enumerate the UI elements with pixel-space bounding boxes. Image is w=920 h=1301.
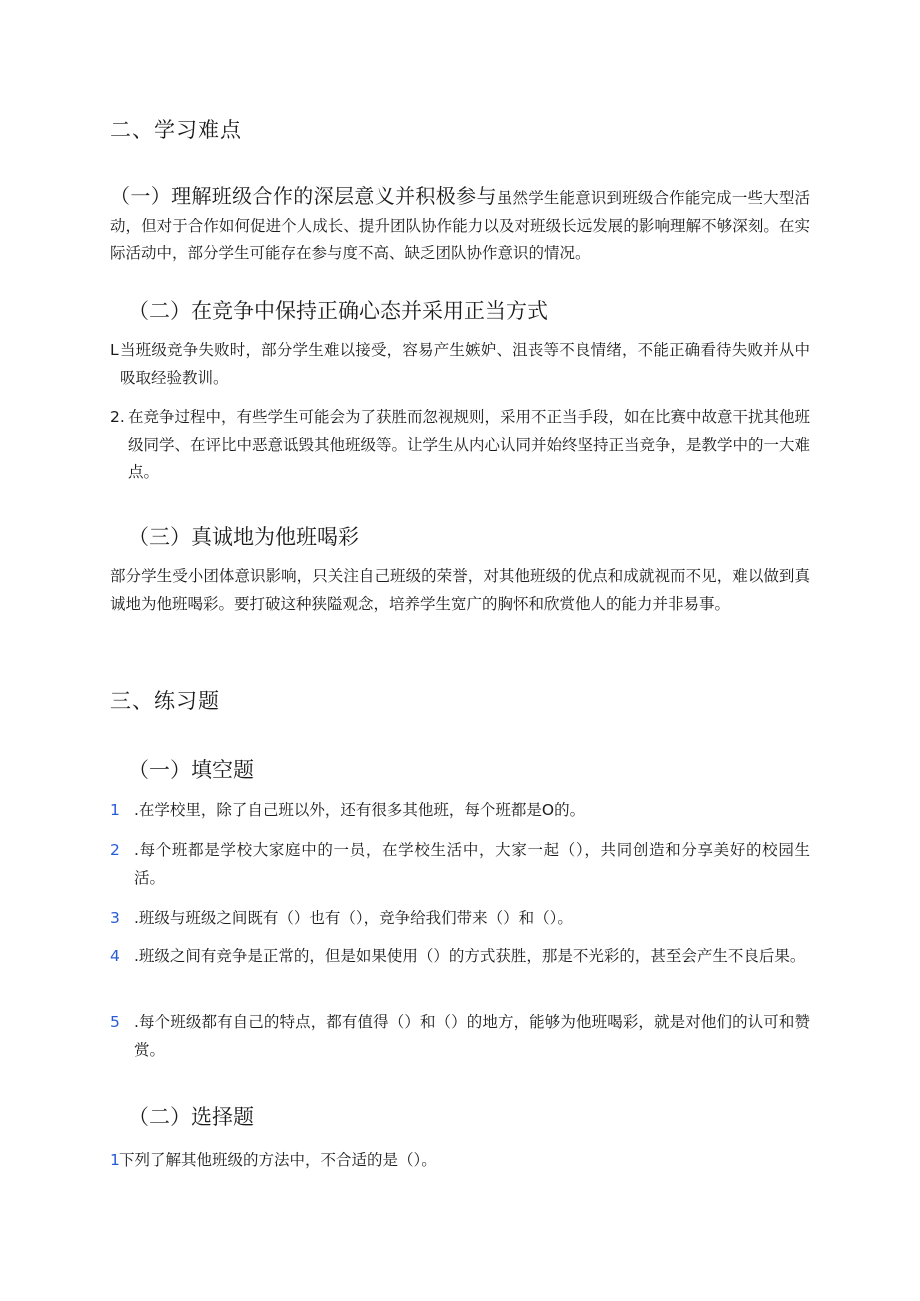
list-item-number: L [110,341,119,359]
subheading-cheer: （三）真诚地为他班喝彩 [128,525,359,549]
list-item-text: 当班级竞争失败时，部分学生难以接受，容易产生嫉妒、沮丧等不良情绪，不能正确看待失败并从中吸取经验教训。 [120,341,810,387]
subheading-competition: （二）在竞争中保持正确心态并采用正当方式 [128,299,548,323]
list-item [110,337,810,392]
question-number: 1 [110,801,120,819]
question-number: 4 [110,947,120,965]
question-item [110,905,810,933]
paragraph-cooperation [110,183,810,268]
question-item [110,1147,810,1175]
question-text: .每个班都是学校大家庭中的一员，在学校生活中，大家一起（），共同创造和分享美好的校园生活。 [134,841,810,887]
paragraph-cooperation-text: 虽然学生能意识到班级合作能完成一些大型活动，但对于合作如何促进个人成长、提升团队协作能力以及对班级长远发展的影响理解不够深刻。在实际活动中，部分学生可能存在参与度不高、缺乏团队协作意识的情况。 [110,189,810,262]
question-text: .每个班级都有自己的特点，都有值得（）和（）的地方，能够为他班喝彩，就是对他们的认可和赞赏。 [134,1013,810,1059]
section-heading-difficulties: 二、学习难点 [110,118,242,142]
section-heading-exercises: 三、练习题 [110,689,220,713]
question-item [110,797,810,825]
question-text: .班级与班级之间既有（）也有（），竞争给我们带来（）和（）。 [134,909,573,927]
paragraph-cheer: 部分学生受小团体意识影响，只关注自己班级的荣誉，对其他班级的优点和成就视而不见，难以做到真诚地为他班喝彩。要打破这种狭隘观念，培养学生宽广的胸怀和欣赏他人的能力并非易事。 [110,567,810,613]
subheading-multiple-choice: （二）选择题 [128,1105,254,1129]
question-item [110,837,810,892]
subheading-fill-in: （一）填空题 [128,758,254,782]
list-item-text: 在竞争过程中，有些学生可能会为了获胜而忽视规则，采用不正当手段，如在比赛中故意干扰其他班级同学、在评比中恶意诋毁其他班级等。让学生从内心认同并始终坚持正当竞争，是教学中的一大难点。 [128,408,811,481]
question-number: 3 [110,909,120,927]
subheading-cooperation: （一）理解班级合作的深层意义并积极参与 [110,184,497,208]
question-text: .在学校里，除了自己班以外，还有很多其他班，每个班都是O的。 [134,801,586,819]
list-item-number: 2. [110,408,125,426]
question-number: 1 [110,1151,120,1169]
question-text: 下列了解其他班级的方法中，不合适的是（）。 [119,1151,437,1169]
question-item [110,943,810,971]
list-item [110,404,810,487]
question-text: .班级之间有竞争是正常的，但是如果使用（）的方式获胜，那是不光彩的，甚至会产生不良后果。 [134,947,806,965]
question-number: 5 [110,1013,120,1031]
question-item [110,1009,810,1064]
question-number: 2 [110,841,120,859]
